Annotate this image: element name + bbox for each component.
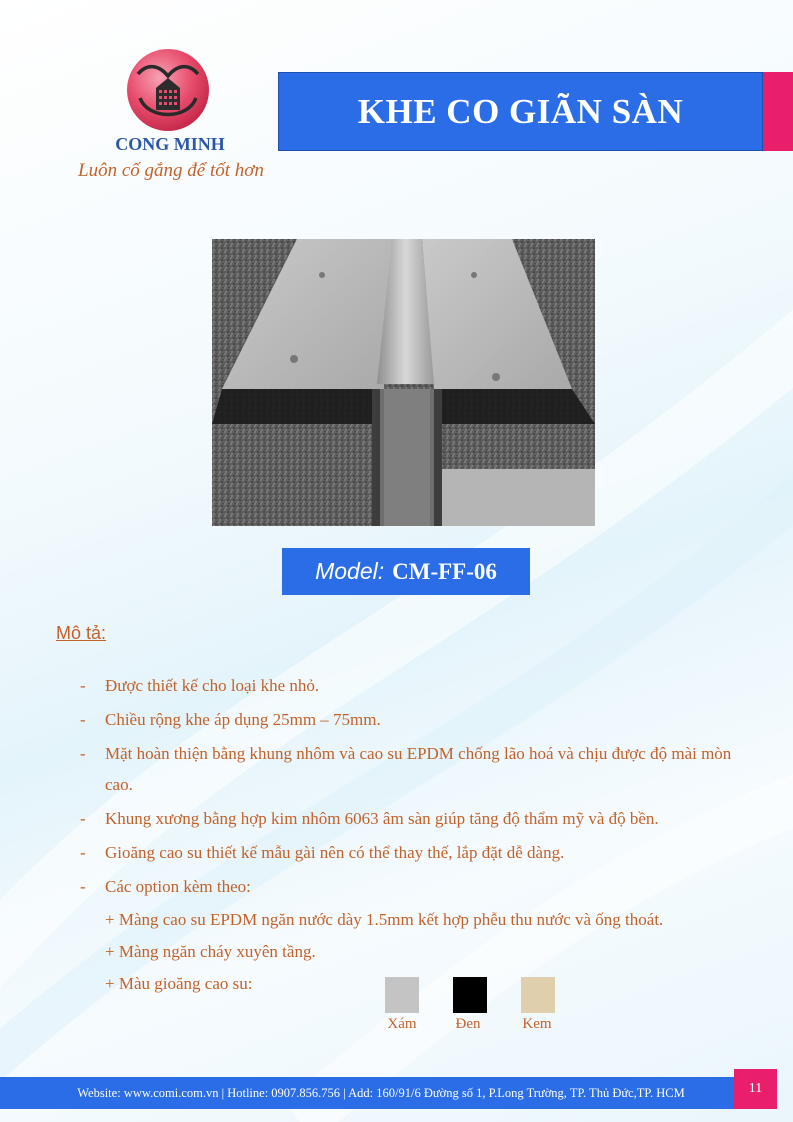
- page-title-bar: [278, 72, 763, 151]
- page-number: 11: [734, 1069, 777, 1109]
- option-item: + Màng ngăn cháy xuyên tầng.: [105, 942, 316, 961]
- footer-bar: [28, 1077, 734, 1109]
- swatch-label-black: Đen: [455, 1016, 481, 1032]
- list-item: - Mặt hoàn thiện bằng khung nhôm và cao su EPDM chống lão hoá và chịu được độ mài mòn cao.: [80, 738, 760, 800]
- swatch-black: [453, 977, 487, 1013]
- model-label: Model:: [315, 558, 385, 584]
- model-badge: [282, 548, 530, 595]
- footer-contact-text: Website: www.comi.com.vn | Hotline: 0907.856.756 | Add: 160/91/6 Đường số 1, P.Long Trường, TP. Thủ Đức,TP. HCM: [77, 1085, 685, 1100]
- footer-left-block: [0, 1077, 28, 1109]
- option-item: + Màng cao su EPDM ngăn nước dày 1.5mm kết hợp phễu thu nước và ống thoát.: [105, 910, 664, 929]
- list-item-options: [80, 871, 760, 999]
- swatch-gray: [385, 977, 419, 1013]
- cong-minh-logo-icon: [126, 48, 210, 132]
- swatch-cream: [521, 977, 555, 1013]
- title-accent-block: [763, 72, 793, 151]
- swatch-label-cream: Kem: [522, 1016, 552, 1032]
- swatch-label-gray: Xám: [387, 1016, 417, 1032]
- page-title: KHE CO GIÃN SÀN: [357, 91, 684, 131]
- brand-name: CONG MINH: [115, 134, 225, 154]
- option-item: + Màu gioăng cao su:: [105, 974, 253, 993]
- option-list: [105, 904, 760, 999]
- model-code: CM-FF-06: [392, 558, 497, 584]
- product-photo: [212, 239, 595, 526]
- description-list: [80, 670, 760, 1002]
- list-item: - Gioăng cao su thiết kế mẫu gài nên có thể thay thế, lắp đặt dễ dàng.: [80, 837, 760, 868]
- list-item: - Được thiết kế cho loại khe nhỏ.: [80, 670, 760, 701]
- brand-slogan: Luôn cố gắng để tốt hơn: [78, 160, 264, 181]
- description-heading: Mô tả:: [56, 623, 107, 643]
- options-label: Các option kèm theo:: [105, 877, 251, 896]
- list-item: - Khung xương bằng hợp kim nhôm 6063 âm sàn giúp tăng độ thẩm mỹ và độ bền.: [80, 803, 760, 834]
- list-item: - Chiều rộng khe áp dụng 25mm – 75mm.: [80, 704, 760, 735]
